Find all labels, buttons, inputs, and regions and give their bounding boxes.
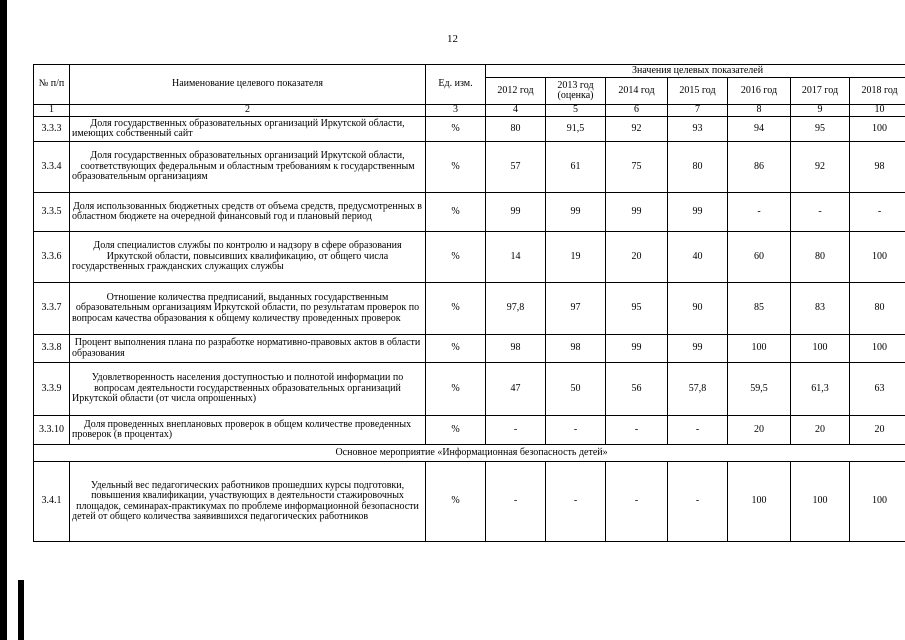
table-row — [34, 462, 905, 542]
indicator-name: Доля проведенных внеплановых проверок в общем количестве проведенных проверок (в процентах) — [70, 416, 426, 445]
unit-cell: % — [426, 416, 486, 445]
value-cell: 98 — [546, 335, 606, 363]
header-year: 2015 год — [668, 78, 728, 105]
value-cell: 20 — [728, 416, 791, 445]
column-number: 8 — [728, 105, 791, 117]
value-cell: - — [606, 462, 668, 542]
value-cell: - — [668, 416, 728, 445]
value-cell: 90 — [668, 283, 728, 335]
row-number: 3.3.10 — [34, 416, 70, 445]
column-number: 1 — [34, 105, 70, 117]
header-year: 2016 год — [728, 78, 791, 105]
indicator-name: Удовлетворенность населения доступностью и полнотой информации по вопросам деятельности государственных образовательных организаций Иркутской области (от числа опрошенных) — [70, 363, 426, 416]
scan-edge-left — [0, 0, 7, 640]
value-cell: 95 — [791, 117, 850, 142]
value-cell: 98 — [486, 335, 546, 363]
indicator-name: Отношение количества предписаний, выданных государственным образовательным организациям Иркутской области, по результатам проверок по вопросам качества образования к общему количеству проведенных проверок — [70, 283, 426, 335]
row-number: 3.3.3 — [34, 117, 70, 142]
section-title: Основное мероприятие «Информационная безопасность детей» — [34, 445, 905, 462]
value-cell: - — [850, 193, 905, 232]
value-cell: 100 — [850, 232, 905, 283]
value-cell: 20 — [791, 416, 850, 445]
value-cell: 80 — [791, 232, 850, 283]
value-cell: 100 — [791, 462, 850, 542]
value-cell: 20 — [606, 232, 668, 283]
value-cell: 100 — [728, 335, 791, 363]
unit-cell: % — [426, 117, 486, 142]
value-cell: 99 — [606, 335, 668, 363]
value-cell: 20 — [850, 416, 905, 445]
column-number: 6 — [606, 105, 668, 117]
value-cell: 80 — [668, 142, 728, 193]
header-col-name: Наименование целевого показателя — [70, 65, 426, 105]
value-cell: 92 — [791, 142, 850, 193]
value-cell: 92 — [606, 117, 668, 142]
value-cell: 99 — [668, 335, 728, 363]
unit-cell: % — [426, 335, 486, 363]
value-cell: 100 — [850, 462, 905, 542]
unit-cell: % — [426, 363, 486, 416]
scan-edge-bottom — [18, 580, 24, 640]
table-row — [34, 283, 905, 335]
value-cell: - — [486, 462, 546, 542]
page-number: 12 — [447, 33, 458, 45]
indicators-table — [33, 64, 905, 542]
header-year: 2013 год (оценка) — [546, 78, 606, 105]
header-year: 2012 год — [486, 78, 546, 105]
table-row — [34, 335, 905, 363]
value-cell: - — [728, 193, 791, 232]
table-row — [34, 193, 905, 232]
row-number: 3.3.7 — [34, 283, 70, 335]
header-col-no: № п/п — [34, 65, 70, 105]
value-cell: 91,5 — [546, 117, 606, 142]
value-cell: 83 — [791, 283, 850, 335]
value-cell: 60 — [728, 232, 791, 283]
row-number: 3.4.1 — [34, 462, 70, 542]
header-year: 2014 год — [606, 78, 668, 105]
value-cell: 100 — [791, 335, 850, 363]
indicator-name: Доля государственных образовательных организаций Иркутской области, соответствующих федеральным и областным требованиям к государственным образовательным организациям — [70, 142, 426, 193]
column-number: 2 — [70, 105, 426, 117]
value-cell: 98 — [850, 142, 905, 193]
value-cell: 61,3 — [791, 363, 850, 416]
value-cell: 57,8 — [668, 363, 728, 416]
indicator-name: Доля специалистов службы по контролю и надзору в сфере образования Иркутской области, повысивших квалификацию, от общего числа государственных гражданских служащих службы — [70, 232, 426, 283]
value-cell: 99 — [668, 193, 728, 232]
unit-cell: % — [426, 283, 486, 335]
value-cell: 95 — [606, 283, 668, 335]
section-row — [34, 445, 905, 462]
value-cell: 59,5 — [728, 363, 791, 416]
value-cell: 56 — [606, 363, 668, 416]
header-group: Значения целевых показателей — [486, 65, 905, 78]
value-cell: - — [668, 462, 728, 542]
value-cell: 50 — [546, 363, 606, 416]
column-number: 9 — [791, 105, 850, 117]
value-cell: 93 — [668, 117, 728, 142]
column-number: 10 — [850, 105, 905, 117]
value-cell: 97,8 — [486, 283, 546, 335]
value-cell: 80 — [850, 283, 905, 335]
value-cell: 57 — [486, 142, 546, 193]
value-cell: 80 — [486, 117, 546, 142]
value-cell: 99 — [606, 193, 668, 232]
row-number: 3.3.9 — [34, 363, 70, 416]
indicator-name: Процент выполнения плана по разработке нормативно-правовых актов в области образования — [70, 335, 426, 363]
value-cell: 85 — [728, 283, 791, 335]
value-cell: 97 — [546, 283, 606, 335]
header-col-unit: Ед. изм. — [426, 65, 486, 105]
value-cell: - — [546, 462, 606, 542]
value-cell: 94 — [728, 117, 791, 142]
unit-cell: % — [426, 142, 486, 193]
value-cell: - — [486, 416, 546, 445]
value-cell: 100 — [728, 462, 791, 542]
column-number: 5 — [546, 105, 606, 117]
value-cell: 14 — [486, 232, 546, 283]
value-cell: 100 — [850, 117, 905, 142]
table-row — [34, 232, 905, 283]
value-cell: 100 — [850, 335, 905, 363]
value-cell: 19 — [546, 232, 606, 283]
column-number: 7 — [668, 105, 728, 117]
row-number: 3.3.5 — [34, 193, 70, 232]
unit-cell: % — [426, 193, 486, 232]
indicator-name: Доля использованных бюджетных средств от объема средств, предусмотренных в областном бюджете на очередной финансовый год и плановый период — [70, 193, 426, 232]
value-cell: 61 — [546, 142, 606, 193]
value-cell: 75 — [606, 142, 668, 193]
row-number: 3.3.8 — [34, 335, 70, 363]
unit-cell: % — [426, 232, 486, 283]
row-number: 3.3.4 — [34, 142, 70, 193]
value-cell: 40 — [668, 232, 728, 283]
unit-cell: % — [426, 462, 486, 542]
value-cell: - — [606, 416, 668, 445]
row-number: 3.3.6 — [34, 232, 70, 283]
header-year: 2018 год — [850, 78, 905, 105]
table-row — [34, 416, 905, 445]
value-cell: - — [546, 416, 606, 445]
column-number: 4 — [486, 105, 546, 117]
value-cell: 63 — [850, 363, 905, 416]
header-year: 2017 год — [791, 78, 850, 105]
table-row — [34, 117, 905, 142]
value-cell: - — [791, 193, 850, 232]
value-cell: 99 — [486, 193, 546, 232]
table-row — [34, 363, 905, 416]
indicator-name: Удельный вес педагогических работников прошедших курсы подготовки, повышения квалификации, участвующих в деятельности стажировочных площадок, семинарах-практикумах по проблеме информационной безопасности детей от общего количества заявившихся педагогических работников — [70, 462, 426, 542]
value-cell: 47 — [486, 363, 546, 416]
value-cell: 99 — [546, 193, 606, 232]
value-cell: 86 — [728, 142, 791, 193]
indicator-name: Доля государственных образовательных организаций Иркутской области, имеющих собственный сайт — [70, 117, 426, 142]
table-row — [34, 142, 905, 193]
column-number: 3 — [426, 105, 486, 117]
